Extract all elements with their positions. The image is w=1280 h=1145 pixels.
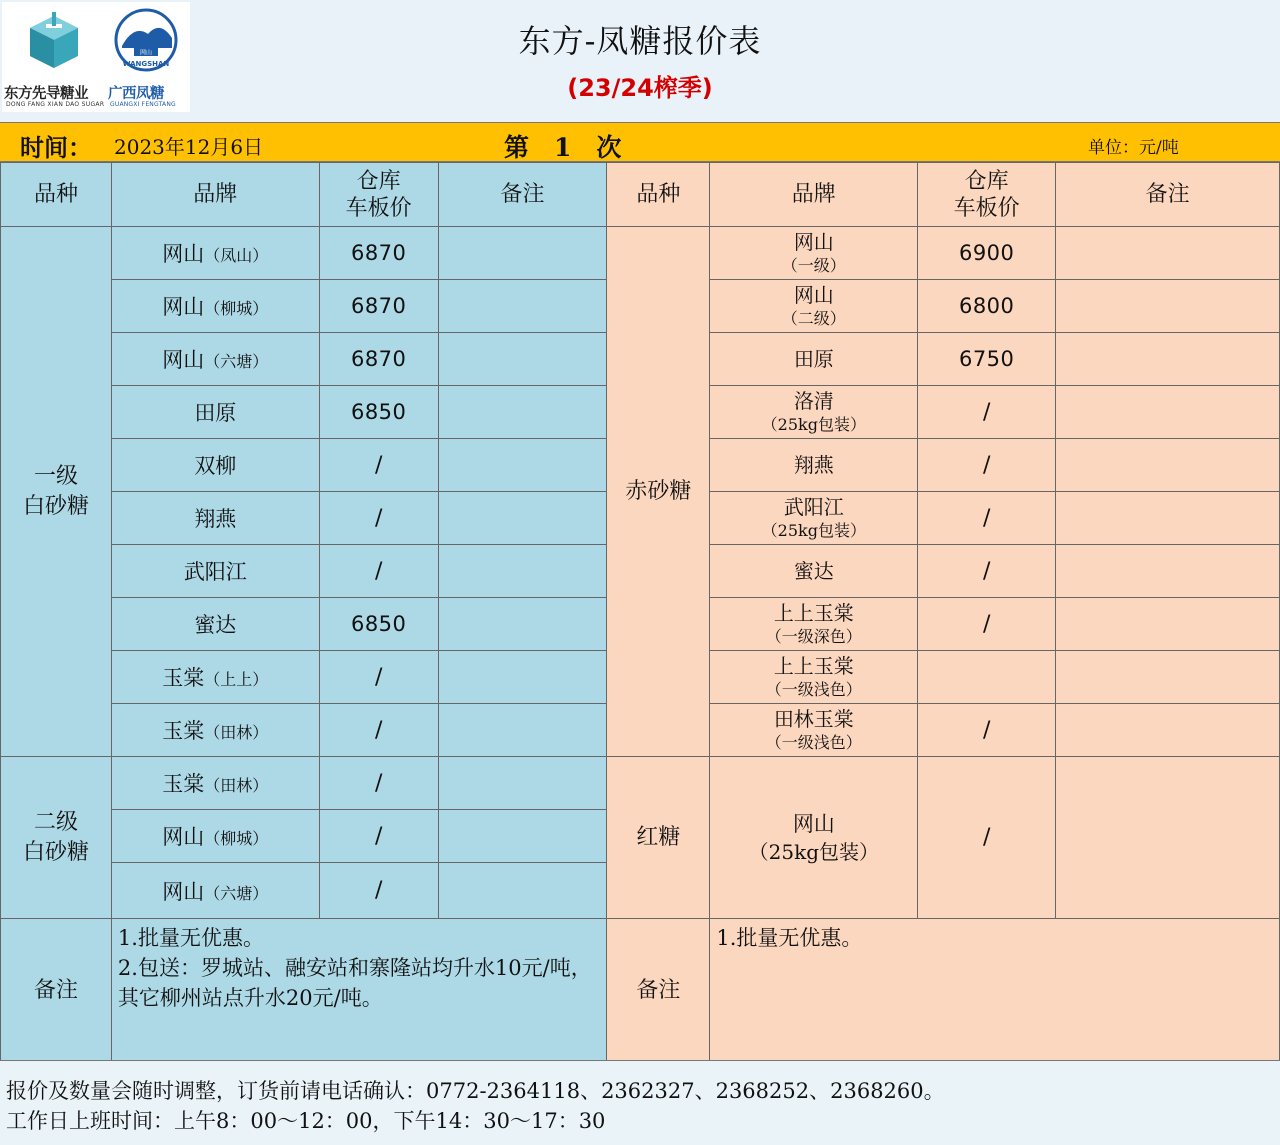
notes-label-right: 备注	[607, 919, 710, 1063]
footer	[0, 1060, 1280, 1145]
brand-name: 网山	[162, 348, 205, 372]
col-header-remark-right: 备注	[1056, 163, 1280, 227]
quote-round: 第 1 次	[504, 133, 622, 162]
price-cell: /	[319, 545, 438, 598]
brand-name: 网山	[162, 242, 205, 266]
price-cell: 6850	[319, 598, 438, 651]
col-header-brand-right: 品牌	[710, 163, 918, 227]
brand-name: 田原	[194, 401, 237, 425]
brand-spec: （柳城）	[204, 829, 269, 848]
brand-spec: （25kg包装）	[748, 839, 879, 864]
price-cell: 6870	[319, 227, 438, 280]
brand-name: 玉棠	[162, 772, 205, 796]
brand-name: 玉棠	[162, 719, 205, 743]
time-label: 时间：	[20, 133, 92, 162]
remark-cell	[438, 863, 607, 919]
brand-cell	[111, 757, 319, 810]
brand-cell	[111, 651, 319, 704]
brand-cell	[710, 280, 918, 333]
price-cell: /	[918, 704, 1056, 757]
logo-right-subtext: GUANGXI FENGTANG	[110, 101, 176, 108]
brand-cell	[710, 439, 918, 492]
brand-cell	[111, 545, 319, 598]
brand-name: 田原	[793, 347, 834, 371]
remark-cell	[1056, 492, 1280, 545]
remark-cell	[1056, 651, 1280, 704]
brand-cell	[710, 651, 918, 704]
price-cell: /	[319, 704, 438, 757]
brand-cell	[710, 227, 918, 280]
brand-cell	[111, 704, 319, 757]
col-header-price-line2: 车板价	[345, 195, 412, 221]
remark-cell	[438, 439, 607, 492]
note-line: 2.包送：罗城站、融安站和寨隆站均升水10元/吨，其它柳州站点升水20元/吨。	[117, 956, 592, 1010]
price-cell	[918, 651, 1056, 704]
brand-spec: （一级）	[781, 255, 846, 275]
price-cell: /	[319, 439, 438, 492]
price-cell: /	[918, 545, 1056, 598]
brand-spec: （田林）	[204, 723, 269, 742]
brand-cell	[710, 704, 918, 757]
category-brown-sugar: 赤砂糖	[607, 227, 710, 757]
remark-cell	[438, 757, 607, 810]
remark-cell	[1056, 439, 1280, 492]
brand-cell	[111, 439, 319, 492]
remark-cell	[1056, 227, 1280, 280]
brand-name: 蜜达	[194, 613, 237, 637]
notes-label: 备注	[1, 919, 112, 1063]
note-line: 1.批量无优惠。	[117, 926, 264, 950]
brand-name: 网山	[162, 295, 205, 319]
brand-name: 蜜达	[793, 559, 834, 583]
price-cell: /	[319, 757, 438, 810]
notes-row	[1, 919, 1280, 1063]
price-cell: 6800	[918, 280, 1056, 333]
price-cell: /	[319, 863, 438, 919]
brand-spec: （六塘）	[204, 352, 269, 371]
price-table	[0, 162, 1280, 1063]
col-header-price-right	[918, 163, 1056, 227]
brand-spec: （凤山）	[204, 246, 269, 265]
remark-cell	[438, 598, 607, 651]
wangshan-badge-text: WANGSHAN	[122, 60, 170, 68]
brand-name: 网山	[792, 811, 835, 836]
header	[0, 0, 1280, 122]
brand-cell	[111, 227, 319, 280]
price-cell: 6750	[918, 333, 1056, 386]
brand-cell	[111, 863, 319, 919]
brand-spec: （二级）	[781, 308, 846, 328]
brand-name: 网山	[793, 229, 834, 254]
price-cell: /	[918, 386, 1056, 439]
brand-name: 翔燕	[793, 453, 834, 477]
category-line1: 二级	[33, 809, 78, 835]
brand-name: 武阳江	[183, 560, 247, 584]
brand-spec: （25kg包装）	[761, 520, 866, 540]
remark-cell	[1056, 598, 1280, 651]
remark-cell	[1056, 757, 1280, 919]
remark-cell	[1056, 280, 1280, 333]
brand-name: 网山	[793, 282, 834, 307]
logo-right-text: 广西凤糖	[108, 86, 164, 102]
remark-cell	[438, 545, 607, 598]
remark-cell	[438, 333, 607, 386]
price-cell: /	[319, 651, 438, 704]
brand-name: 洛清	[793, 388, 834, 413]
remark-cell	[1056, 545, 1280, 598]
col-header-price-right-line2: 车板价	[953, 195, 1020, 221]
brand-name: 武阳江	[783, 494, 844, 519]
brand-spec: （25kg包装）	[761, 414, 866, 434]
brand-spec: （田林）	[204, 776, 269, 795]
brand-name: 上上玉棠	[773, 653, 854, 678]
remark-cell	[1056, 704, 1280, 757]
col-header-remark: 备注	[438, 163, 607, 227]
brand-cell	[111, 492, 319, 545]
brand-name: 网山	[162, 825, 205, 849]
logo-left-subtext: DONG FANG XIAN DAO SUGAR	[6, 101, 105, 108]
col-header-price-right-line1: 仓库	[964, 168, 1009, 194]
info-bar	[0, 122, 1280, 162]
footer-contact: 报价及数量会随时调整，订货前请电话确认：0772-2364118、2362327、2368252、2368260。	[6, 1079, 945, 1103]
brand-spec: （上上）	[204, 670, 269, 689]
category-line1: 一级	[33, 463, 78, 489]
remark-cell	[438, 227, 607, 280]
brand-name: 翔燕	[194, 507, 237, 531]
brand-cell	[111, 386, 319, 439]
logo-left-text: 东方先导糖业	[4, 86, 88, 102]
notes-left	[111, 919, 607, 1063]
brand-spec: （六塘）	[204, 883, 269, 903]
brand-name: 上上玉棠	[773, 600, 854, 625]
category-red-sugar: 红糖	[607, 757, 710, 919]
col-header-brand: 品牌	[111, 163, 319, 227]
brand-cell	[710, 757, 918, 919]
remark-cell	[1056, 333, 1280, 386]
category-line2: 白砂糖	[22, 839, 89, 865]
table-row	[1, 757, 1280, 810]
brand-name: 田林玉棠	[773, 706, 854, 731]
brand-cell	[710, 386, 918, 439]
table-row	[1, 227, 1280, 280]
price-cell: 6850	[319, 386, 438, 439]
brand-name: 双柳	[194, 454, 237, 478]
season-label: (23/24榨季)	[567, 74, 713, 102]
price-cell: /	[918, 757, 1056, 919]
col-header-price	[319, 163, 438, 227]
brand-spec: （柳城）	[204, 299, 269, 318]
brand-name: 网山	[162, 879, 205, 904]
remark-cell	[1056, 386, 1280, 439]
brand-name: 玉棠	[162, 666, 205, 690]
category-line2: 白砂糖	[22, 493, 89, 519]
brand-cell	[710, 598, 918, 651]
price-cell: /	[918, 598, 1056, 651]
price-cell: /	[319, 810, 438, 863]
price-cell: 6870	[319, 280, 438, 333]
price-cell: /	[918, 492, 1056, 545]
remark-cell	[438, 386, 607, 439]
remark-cell	[438, 651, 607, 704]
brand-cell	[710, 545, 918, 598]
unit-label: 单位：元/吨	[1088, 138, 1179, 158]
price-cell: 6900	[918, 227, 1056, 280]
col-header-price-line1: 仓库	[356, 168, 401, 194]
col-header-variety: 品种	[1, 163, 112, 227]
brand-cell	[710, 333, 918, 386]
price-cell: /	[319, 492, 438, 545]
price-cell: 6870	[319, 333, 438, 386]
brand-cell	[111, 333, 319, 386]
remark-cell	[438, 810, 607, 863]
header-row	[1, 163, 1280, 227]
brand-cell	[111, 280, 319, 333]
brand-spec: （一级深色）	[765, 626, 862, 646]
brand-cell	[710, 492, 918, 545]
note-line: 1.批量无优惠。	[716, 926, 863, 950]
remark-cell	[438, 492, 607, 545]
remark-cell	[438, 280, 607, 333]
brand-cell	[111, 810, 319, 863]
notes-right	[710, 919, 1280, 1063]
brand-spec: （一级浅色）	[765, 732, 862, 752]
page-title: 东方-凤糖报价表	[518, 22, 762, 60]
remark-cell	[438, 704, 607, 757]
col-header-variety-right: 品种	[607, 163, 710, 227]
brand-cell	[111, 598, 319, 651]
brand-spec: （一级浅色）	[765, 679, 862, 699]
quote-date: 2023年12月6日	[114, 135, 264, 159]
category-grade1-white	[1, 227, 112, 757]
footer-hours: 工作日上班时间：上午8：00～12：00，下午14：30～17：30	[6, 1109, 606, 1133]
price-cell: /	[918, 439, 1056, 492]
category-grade2-white	[1, 757, 112, 919]
wangshan-badge-cn: 网山	[139, 49, 153, 57]
